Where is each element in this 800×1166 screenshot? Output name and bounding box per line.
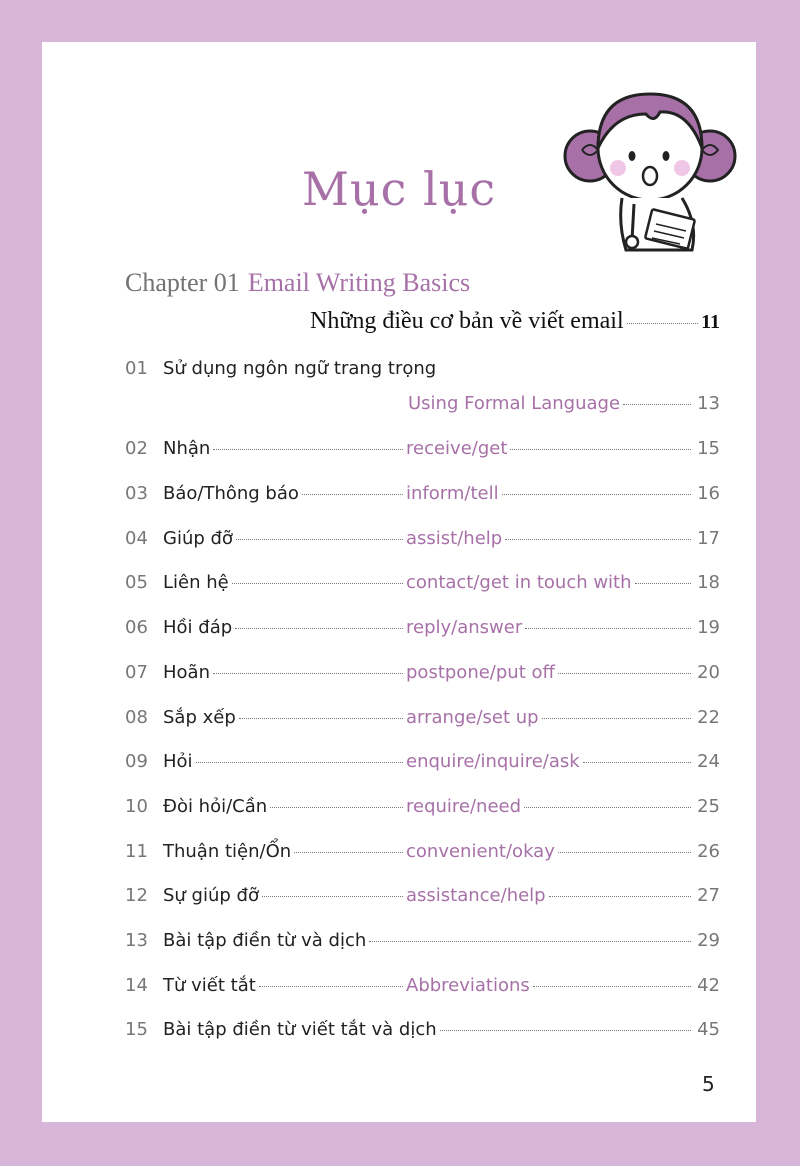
toc-item-12[interactable] (125, 885, 720, 906)
item-page: 16 (697, 483, 720, 504)
leader-dots (524, 807, 691, 808)
item-page: 27 (697, 885, 720, 906)
item-title-en: Abbreviations (406, 975, 530, 996)
item-page: 45 (697, 1019, 720, 1040)
item-number: 10 (125, 796, 148, 817)
toc-item-14[interactable] (125, 975, 720, 996)
toc-item-08[interactable] (125, 707, 720, 728)
leader-dots (623, 404, 691, 405)
leader-dots (270, 807, 403, 808)
item-page: 15 (697, 438, 720, 459)
toc-item-02[interactable] (125, 438, 720, 459)
item-number: 02 (125, 438, 148, 459)
leader-dots (369, 941, 691, 942)
item-title-vi: Từ viết tắt (163, 975, 256, 996)
item-number: 11 (125, 841, 148, 862)
toc-item-11[interactable] (125, 841, 720, 862)
item-page: 13 (697, 393, 720, 414)
item-title-vi: Liên hệ (163, 572, 229, 593)
item-page: 29 (697, 930, 720, 951)
item-title-vi: Đòi hỏi/Cần (163, 796, 268, 817)
item-title-vi: Báo/Thông báo (163, 483, 299, 504)
item-number: 04 (125, 528, 148, 549)
leader-dots (232, 583, 403, 584)
leader-dots (213, 673, 403, 674)
item-title-en: Using Formal Language (408, 393, 621, 414)
toc-item-01[interactable] (125, 358, 720, 379)
chapter-heading (125, 268, 470, 298)
item-number: 05 (125, 572, 148, 593)
leader-dots (259, 986, 403, 987)
item-title-en: inform/tell (406, 483, 499, 504)
item-number: 01 (125, 358, 148, 379)
leader-dots (533, 986, 691, 987)
item-number: 07 (125, 662, 148, 683)
leader-dots (635, 583, 691, 584)
chapter-title-en: Email Writing Basics (247, 268, 471, 297)
book-page (42, 42, 756, 1122)
item-page: 26 (697, 841, 720, 862)
item-title-vi: Hoãn (163, 662, 210, 683)
toc-item-01-english[interactable] (408, 393, 720, 414)
page-title: Mục lục (301, 162, 497, 216)
leader-dots (235, 628, 403, 629)
item-title-vi: Nhận (163, 438, 211, 459)
item-number: 14 (125, 975, 148, 996)
item-title-en: convenient/okay (406, 841, 555, 862)
toc-item-13[interactable] (125, 930, 720, 951)
item-page: 19 (697, 617, 720, 638)
leader-dots (542, 718, 691, 719)
item-title-en: receive/get (406, 438, 508, 459)
leader-dots (505, 539, 691, 540)
toc-item-03[interactable] (125, 483, 720, 504)
leader-dots (262, 896, 403, 897)
item-title-vi: Sắp xếp (163, 707, 236, 728)
item-title-vi: Sử dụng ngôn ngữ trang trọng (163, 358, 437, 379)
chapter-page: 11 (701, 311, 720, 333)
item-title-en: enquire/inquire/ask (406, 751, 580, 772)
item-title-vi: Giúp đỡ (163, 528, 233, 549)
leader-dots (196, 762, 403, 763)
item-title-vi: Bài tập điền từ viết tắt và dịch (163, 1019, 437, 1040)
item-page: 24 (697, 751, 720, 772)
item-title-vi: Hỏi (163, 751, 193, 772)
item-number: 03 (125, 483, 148, 504)
item-title-en: require/need (406, 796, 522, 817)
leader-dots (627, 323, 698, 324)
chapter-title-vi: Những điều cơ bản về viết email (310, 308, 624, 334)
item-page: 42 (697, 975, 720, 996)
leader-dots (502, 494, 691, 495)
page-number: 5 (702, 1072, 715, 1096)
toc-item-07[interactable] (125, 662, 720, 683)
item-number: 08 (125, 707, 148, 728)
item-title-en: postpone/put off (406, 662, 555, 683)
item-title-vi: Thuận tiện/Ổn (163, 841, 292, 862)
item-number: 06 (125, 617, 148, 638)
toc-item-09[interactable] (125, 751, 720, 772)
item-title-en: assist/help (406, 528, 503, 549)
girl-mascot-illustration (562, 64, 742, 254)
item-page: 22 (697, 707, 720, 728)
leader-dots (558, 673, 691, 674)
toc-item-05[interactable] (125, 572, 720, 593)
chapter-label: Chapter 01 (125, 268, 240, 297)
item-title-en: reply/answer (406, 617, 523, 638)
item-title-en: assistance/help (406, 885, 546, 906)
item-title-en: contact/get in touch with (406, 572, 632, 593)
item-page: 17 (697, 528, 720, 549)
toc-item-04[interactable] (125, 528, 720, 549)
item-page: 20 (697, 662, 720, 683)
chapter-subtitle-row (310, 308, 720, 335)
leader-dots (239, 718, 403, 719)
leader-dots (236, 539, 403, 540)
item-page: 18 (697, 572, 720, 593)
toc-item-10[interactable] (125, 796, 720, 817)
item-number: 09 (125, 751, 148, 772)
leader-dots (558, 852, 691, 853)
item-page: 25 (697, 796, 720, 817)
leader-dots (525, 628, 691, 629)
leader-dots (294, 852, 403, 853)
item-title-vi: Hồi đáp (163, 617, 233, 638)
item-number: 12 (125, 885, 148, 906)
leader-dots (213, 449, 403, 450)
item-title-vi: Sự giúp đỡ (163, 885, 259, 906)
leader-dots (510, 449, 691, 450)
item-number: 13 (125, 930, 148, 951)
leader-dots (302, 494, 403, 495)
toc-item-06[interactable] (125, 617, 720, 638)
item-title-en: arrange/set up (406, 707, 539, 728)
toc-item-15[interactable] (125, 1019, 720, 1040)
leader-dots (440, 1030, 691, 1031)
leader-dots (549, 896, 691, 897)
item-number: 15 (125, 1019, 148, 1040)
item-title-vi: Bài tập điền từ và dịch (163, 930, 367, 951)
leader-dots (583, 762, 691, 763)
